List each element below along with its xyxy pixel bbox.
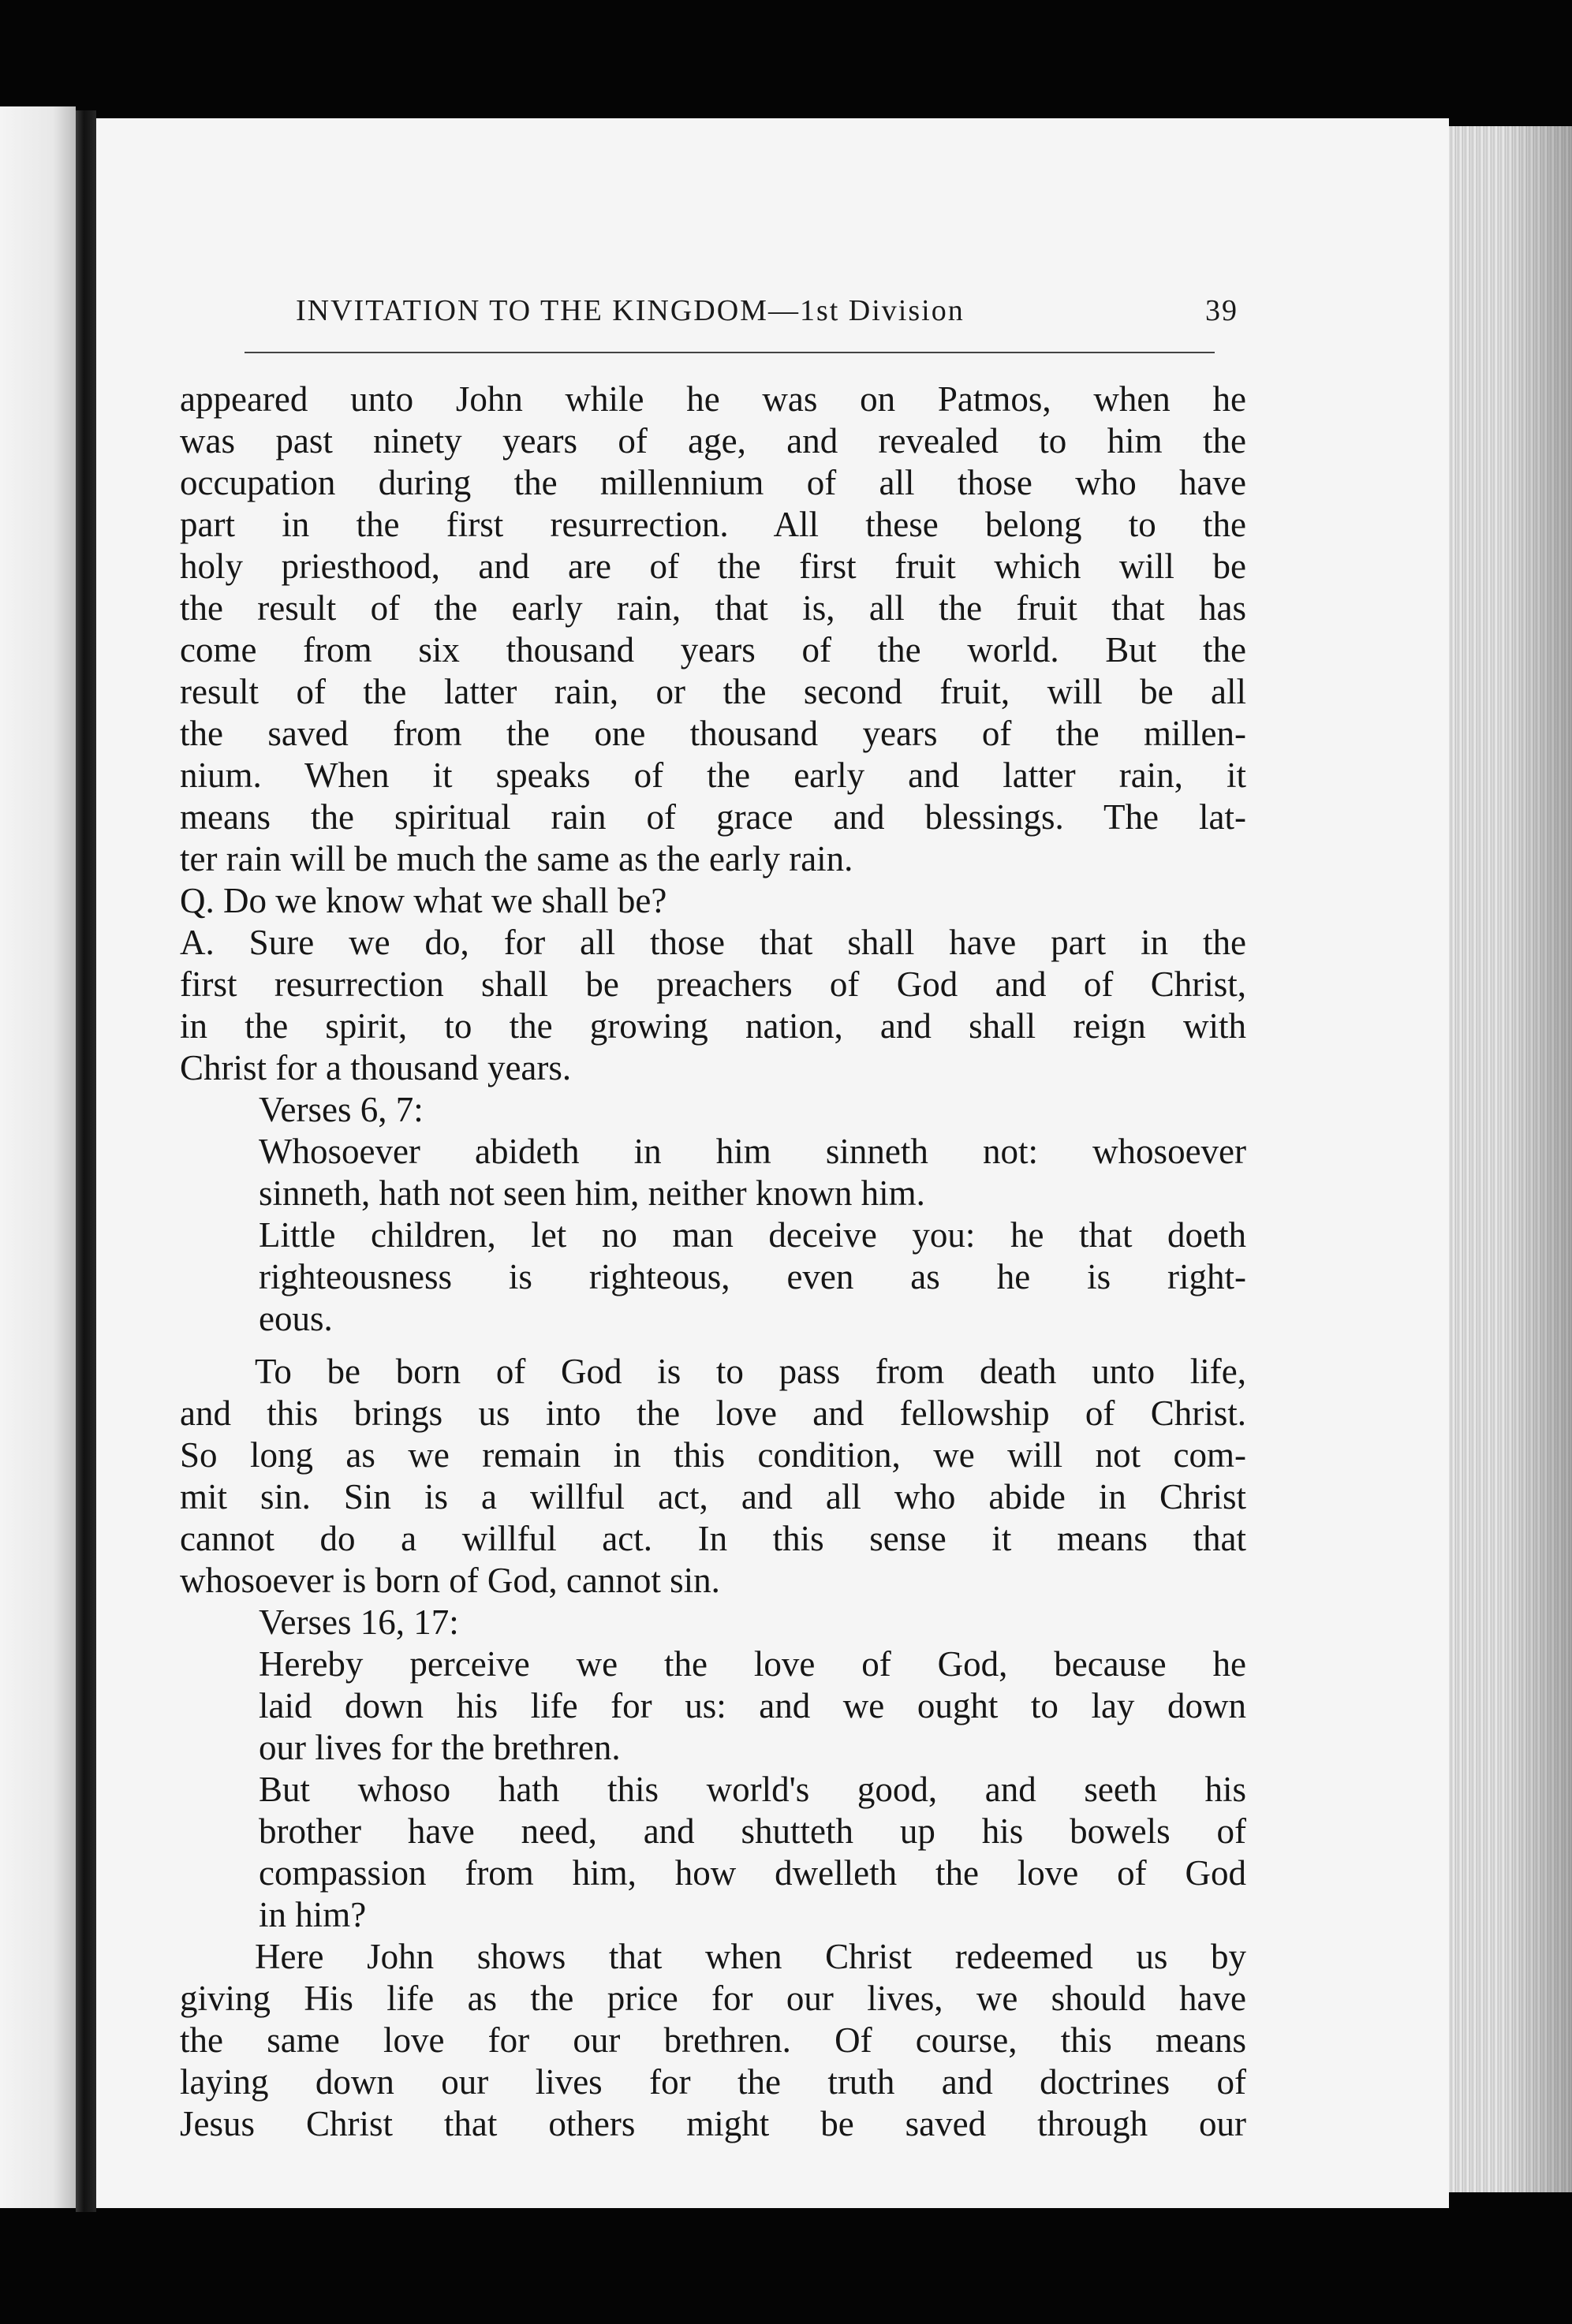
text-line: Here John shows that when Christ redeemed us by	[255, 1937, 1246, 1976]
verse-reference: Verses 6, 7:	[259, 1090, 424, 1129]
text-line: result of the latter rain, or the second fruit, will be all	[180, 672, 1246, 711]
running-head	[296, 293, 1238, 349]
scripture-line: Little children, let no man deceive you: he that doeth	[259, 1215, 1246, 1255]
scripture-line: eous.	[259, 1299, 333, 1338]
scripture-line: compassion from him, how dwelleth the love of God	[259, 1853, 1246, 1893]
page-edges-shadow	[1503, 126, 1572, 2192]
text-line: To be born of God is to pass from death unto life,	[255, 1352, 1246, 1391]
text-line: and this brings us into the love and fellowship of Christ.	[180, 1393, 1246, 1433]
text-line: giving His life as the price for our lives, we should have	[180, 1979, 1246, 2018]
text-line: part in the first resurrection. All these belong to the	[180, 505, 1246, 544]
book-gutter	[76, 110, 96, 2212]
text-line: So long as we remain in this condition, we will not com-	[180, 1435, 1246, 1475]
verse-reference: Verses 16, 17:	[259, 1602, 459, 1642]
text-line: in the spirit, to the growing nation, and shall reign with	[180, 1006, 1246, 1046]
answer-line: A. Sure we do, for all those that shall have part in the	[180, 923, 1246, 962]
scripture-line: in him?	[259, 1895, 367, 1934]
paragraph-gap	[180, 1340, 1246, 1351]
text-line: appeared unto John while he was on Patmos, when he	[180, 379, 1246, 419]
text-line: cannot do a willful act. In this sense it means that	[180, 1519, 1246, 1558]
text-line: nium. When it speaks of the early and latter rain, it	[180, 755, 1246, 795]
header-rule	[245, 352, 1215, 353]
scripture-line: laid down his life for us: and we ought to lay down	[259, 1686, 1246, 1725]
text-line: ter rain will be much the same as the early rain.	[180, 839, 853, 878]
scripture-line: brother have need, and shutteth up his bowels of	[259, 1811, 1246, 1851]
scripture-line: But whoso hath this world's good, and seeth his	[259, 1770, 1246, 1809]
text-line: the saved from the one thousand years of the millen-	[180, 714, 1246, 753]
text-line: means the spiritual rain of grace and blessings. The lat-	[180, 797, 1246, 837]
question-line: Q. Do we know what we shall be?	[180, 881, 667, 920]
text-line: Jesus Christ that others might be saved through our	[180, 2104, 1246, 2143]
text-line: Christ for a thousand years.	[180, 1048, 572, 1087]
left-page-edge	[0, 106, 76, 2208]
text-line: the result of the early rain, that is, all the fruit that has	[180, 588, 1246, 628]
text-line: holy priesthood, and are of the first fruit which will be	[180, 546, 1246, 586]
text-line: come from six thousand years of the world. But the	[180, 630, 1246, 670]
page-number: 39	[1205, 294, 1238, 327]
scripture-line: our lives for the brethren.	[259, 1728, 621, 1767]
text-line: first resurrection shall be preachers of God and of Christ,	[180, 964, 1246, 1004]
running-title: INVITATION TO THE KINGDOM—1st Division	[296, 294, 965, 327]
text-line: mit sin. Sin is a willful act, and all who abide in Christ	[180, 1477, 1246, 1516]
text-line: whosoever is born of God, cannot sin.	[180, 1561, 720, 1600]
scripture-line: sinneth, hath not seen him, neither known him.	[259, 1173, 925, 1213]
scripture-line: righteousness is righteous, even as he is right-	[259, 1257, 1246, 1296]
text-line: laying down our lives for the truth and doctrines of	[180, 2062, 1246, 2102]
text-line: the same love for our brethren. Of course, this means	[180, 2020, 1246, 2060]
text-line: was past ninety years of age, and revealed to him the	[180, 421, 1246, 461]
text-line: occupation during the millennium of all those who have	[180, 463, 1246, 502]
scripture-line: Hereby perceive we the love of God, because he	[259, 1644, 1246, 1684]
scripture-line: Whosoever abideth in him sinneth not: whosoever	[259, 1132, 1246, 1171]
page-body	[180, 379, 1246, 2145]
